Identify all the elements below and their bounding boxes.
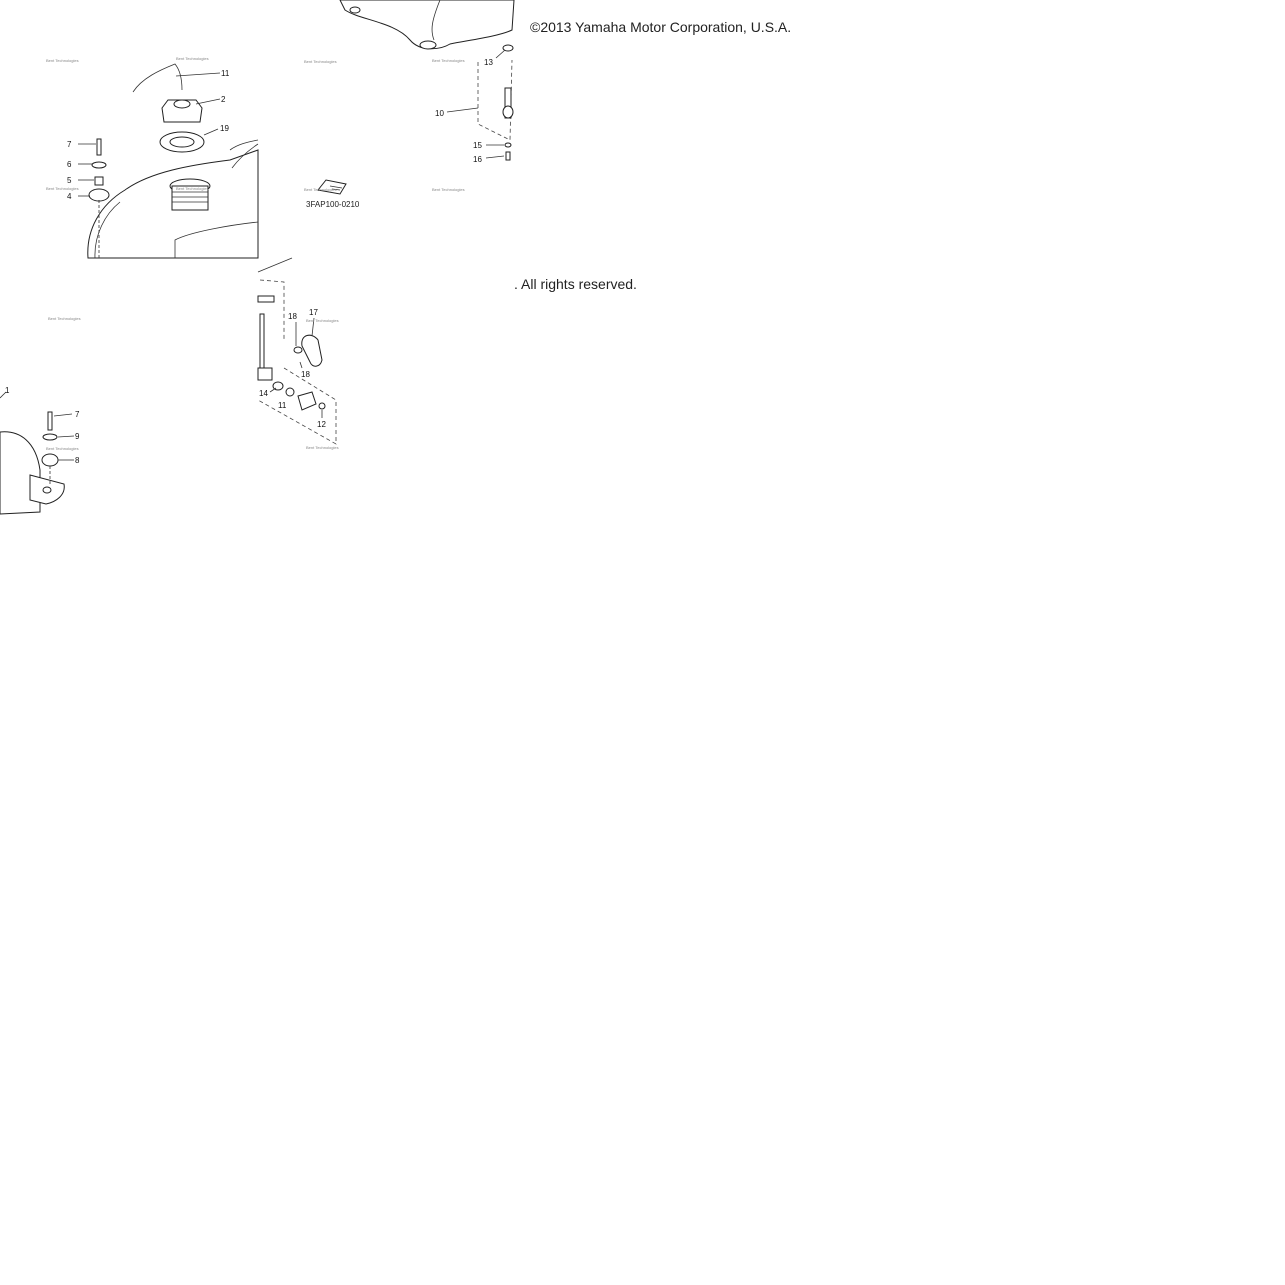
fuel-tank-bottom-view [340,0,514,160]
tank-mount-side-view [0,392,74,514]
callout-4: 4 [67,192,72,201]
callout-15: 15 [473,141,482,150]
callout-9: 9 [75,432,80,441]
callout-16: 16 [473,155,482,164]
watermark: Bent Technologies [48,316,81,321]
watermark: Bent Technologies [304,187,337,192]
callout-18b: 18 [301,370,310,379]
callout-8: 8 [75,456,80,465]
watermark: Bent Technologies [176,56,209,61]
callout-6: 6 [67,160,72,169]
watermark: Bent Technologies [176,186,209,191]
watermark: Bent Technologies [46,186,79,191]
callout-10: 10 [435,109,444,118]
callout-17: 17 [309,308,318,317]
callout-1: 1 [5,386,10,395]
watermark: Bent Technologies [306,318,339,323]
watermark: Bent Technologies [306,445,339,450]
callout-13: 13 [484,58,493,67]
fuel-cock-exploded-view [258,258,336,444]
watermark: Bent Technologies [46,446,79,451]
watermark: Bent Technologies [46,58,79,63]
callout-12: 12 [317,420,326,429]
rights-reserved-text: . All rights reserved. [514,276,637,292]
callout-5: 5 [67,176,72,185]
watermark: Bent Technologies [304,59,337,64]
copyright-text: ©2013 Yamaha Motor Corporation, U.S.A. [530,19,792,35]
part-code-label: 3FAP100-0210 [306,200,360,209]
callout-labels [5,58,493,465]
callout-2: 2 [221,95,226,104]
callout-7a: 7 [67,140,72,149]
watermark: Bent Technologies [432,187,465,192]
callout-14: 14 [259,389,268,398]
callout-7b: 7 [75,410,80,419]
callout-11: 11 [278,401,287,410]
callout-3: 11 [221,69,230,78]
callout-18a: 18 [288,312,297,321]
fuel-tank-upper-view [78,64,258,258]
callout-19: 19 [220,124,229,133]
watermark: Bent Technologies [432,58,465,63]
